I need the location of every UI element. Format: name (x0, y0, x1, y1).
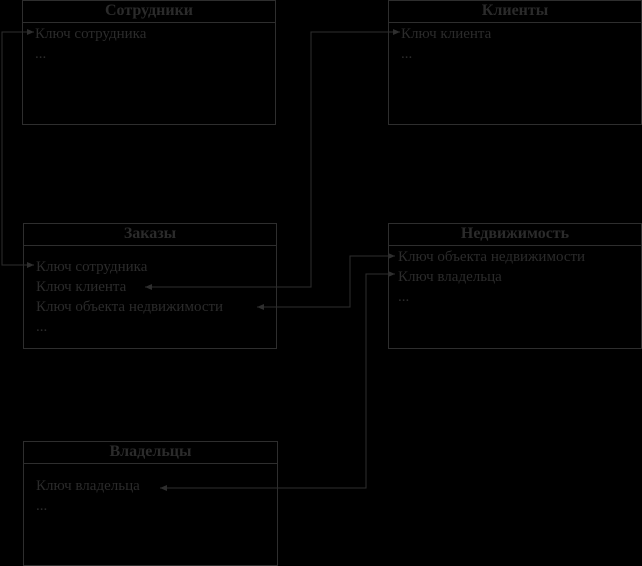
field-property-key: Ключ объекта недвижимости (36, 299, 224, 315)
entity-title: Недвижимость (389, 224, 641, 246)
field-client-key: Ключ клиента (401, 26, 492, 42)
entity-title: Заказы (24, 224, 276, 246)
field-property-key: Ключ объекта недвижимости (398, 249, 586, 265)
field-owner-key: Ключ владельца (398, 269, 502, 285)
entity-employees[interactable] (22, 0, 276, 125)
link-property-order (257, 256, 395, 307)
entity-property[interactable] (388, 223, 642, 349)
entity-title: Клиенты (389, 1, 641, 23)
field-employee-key: Ключ сотрудника (35, 26, 147, 42)
entity-orders[interactable] (23, 223, 277, 349)
field-ellipsis: ... (36, 319, 48, 335)
field-ellipsis: ... (401, 46, 413, 62)
entity-title: Владельцы (24, 442, 277, 464)
field-ellipsis: ... (398, 289, 410, 305)
entity-owners[interactable] (23, 441, 278, 566)
field-client-key: Ключ клиента (36, 279, 127, 295)
field-employee-key: Ключ сотрудника (36, 259, 148, 275)
field-ellipsis: ... (36, 498, 48, 514)
field-ellipsis: ... (35, 46, 47, 62)
entity-clients[interactable] (388, 0, 642, 125)
entity-title: Сотрудники (23, 1, 275, 23)
field-owner-key: Ключ владельца (36, 478, 140, 494)
